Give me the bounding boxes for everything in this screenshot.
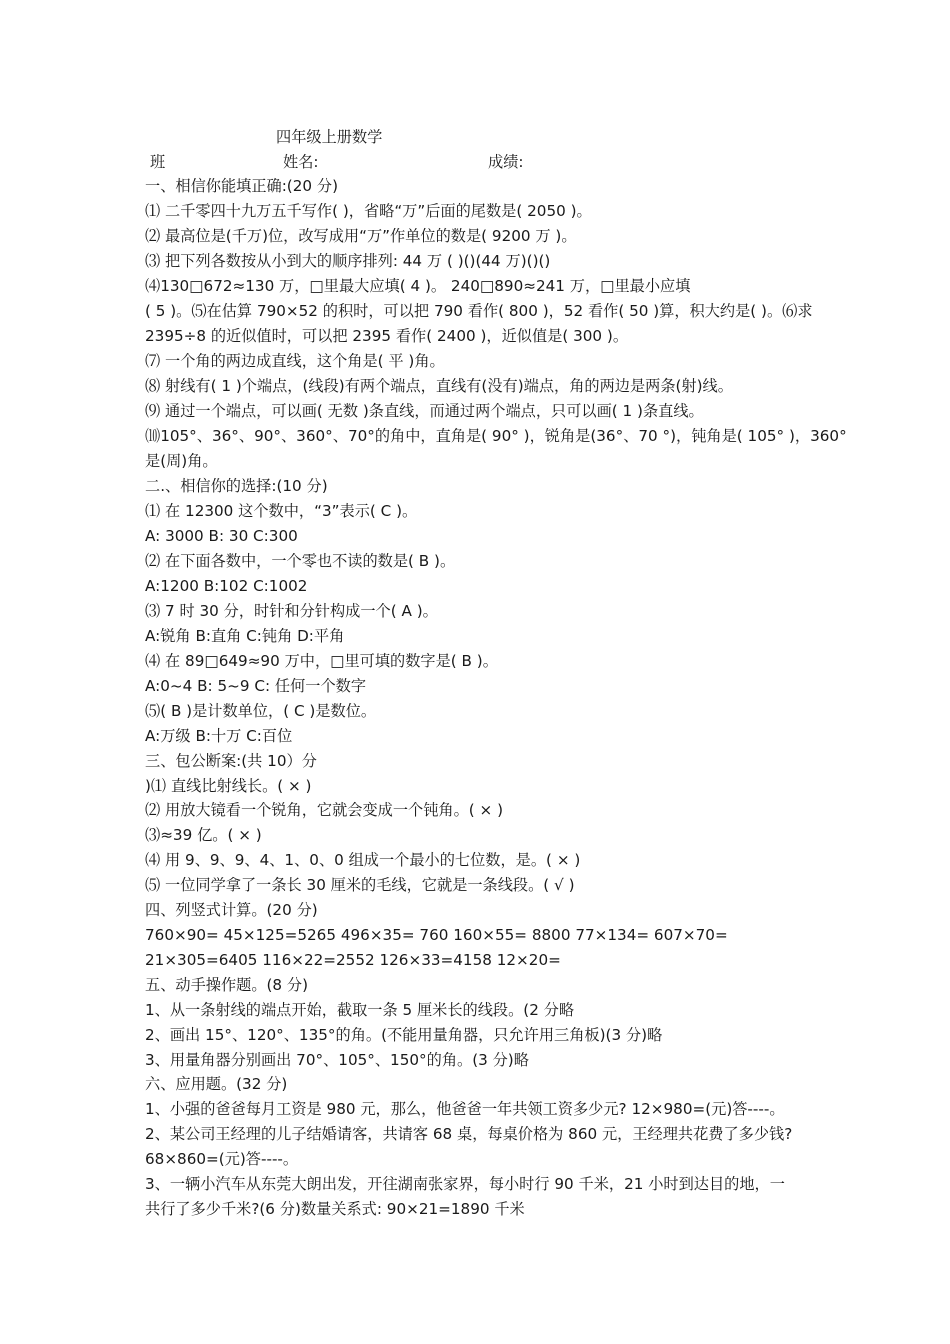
score-label: 成绩: <box>488 153 524 171</box>
calc-row-1: 760×90= 45×125=5265 496×35= 760 160×55= 8800 77×134= 607×70= <box>145 926 728 944</box>
q2-4-options: A:0~4 B: 5~9 C: 任何一个数字 <box>145 677 367 695</box>
calc-row-2: 21×305=6405 116×22=2552 126×33=4158 12×20= <box>145 951 561 969</box>
class-label: 班 <box>150 153 166 171</box>
q2-5: ⑸( B )是计数单位，( C )是数位。 <box>145 702 377 720</box>
q2-4: ⑷ 在 89□649≈90 万中，□里可填的数字是( B )。 <box>145 652 498 670</box>
section1-heading: 一、相信你能填正确:(20 分) <box>145 177 338 195</box>
q1-5: ( 5 )。⑸在估算 790×52 的积时，可以把 790 看作( 800 )，52 看作( 50 )算，积大约是( )。⑹求 <box>145 302 813 320</box>
q6-3: 3、一辆小汽车从东莞大朗出发，开往湖南张家界，每小时行 90 千米，21 小时到达目的地，一 <box>145 1175 785 1193</box>
section4-heading: 四、列竖式计算。(20 分) <box>145 901 318 919</box>
q1-8: ⑻ 射线有( 1 )个端点，(线段)有两个端点，直线有(没有)端点，角的两边是两条(射)线。 <box>145 377 733 395</box>
q1-3: ⑶ 把下列各数按从小到大的顺序排列: 44 万 ( )()(44 万)()() <box>145 252 551 270</box>
q1-6: 2395÷8 的近似值时，可以把 2395 看作( 2400 )，近似值是( 300 )。 <box>145 327 629 345</box>
q2-2: ⑵ 在下面各数中，一个零也不读的数是( B )。 <box>145 552 456 570</box>
q5-2: 2、画出 15°、120°、135°的角。(不能用量角器，只允许用三角板)(3 分)略 <box>145 1026 663 1044</box>
q2-5-options: A:万级 B:十万 C:百位 <box>145 727 293 745</box>
section5-heading: 五、动手操作题。(8 分) <box>145 976 309 994</box>
q6-1: 1、小强的爸爸每月工资是 980 元，那么，他爸爸一年共领工资多少元? 12×980=(元)答----。 <box>145 1100 785 1118</box>
q1-1: ⑴ 二千零四十九万五千写作( )，省略“万”后面的尾数是( 2050 )。 <box>145 202 592 220</box>
q2-1-options: A: 3000 B: 30 C:300 <box>145 527 298 545</box>
section2-heading: 二.、相信你的选择:(10 分) <box>145 477 328 495</box>
q6-3-cont: 共行了多少千米?(6 分)数量关系式: 90×21=1890 千米 <box>145 1200 525 1218</box>
q1-10: ⑽105°、36°、90°、360°、70°的角中，直角是( 90° )，锐角是(36°、70 °)，钝角是( 105° )，360° <box>145 427 847 445</box>
q6-2-cont: 68×860=(元)答----。 <box>145 1150 299 1168</box>
q2-1: ⑴ 在 12300 这个数中，“3”表示( C )。 <box>145 502 418 520</box>
q1-2: ⑵ 最高位是(千万)位，改写成用“万”作单位的数是( 9200 万 )。 <box>145 227 577 245</box>
q1-7: ⑺ 一个角的两边成直线，这个角是( 平 )角。 <box>145 352 445 370</box>
q3-4: ⑷ 用 9、9、9、4、1、0、0 组成一个最小的七位数，是。( × ) <box>145 851 581 869</box>
q3-2: ⑵ 用放大镜看一个锐角，它就会变成一个钝角。( × ) <box>145 801 503 819</box>
q6-2: 2、某公司王经理的儿子结婚请客，共请客 68 桌，每桌价格为 860 元，王经理共花费了多少钱? <box>145 1125 793 1143</box>
document-title: 四年级上册数学 <box>276 128 383 146</box>
q5-1: 1、从一条射线的端点开始，截取一条 5 厘米长的线段。(2 分略 <box>145 1001 575 1019</box>
section6-heading: 六、应用题。(32 分) <box>145 1075 288 1093</box>
section3-heading: 三、包公断案:(共 10）分 <box>145 752 317 770</box>
name-label: 姓名: <box>283 153 319 171</box>
q3-3: ⑶≈39 亿。( × ) <box>145 826 262 844</box>
q3-5: ⑸ 一位同学拿了一条长 30 厘米的毛线，它就是一条线段。( √ ) <box>145 876 575 894</box>
q2-2-options: A:1200 B:102 C:1002 <box>145 577 308 595</box>
q3-1: )⑴ 直线比射线长。( × ) <box>145 777 312 795</box>
q1-4: ⑷130□672≈130 万，□里最大应填( 4 )。 240□890≈241 万，□里最小应填 <box>145 277 691 295</box>
q1-10-cont: 是(周)角。 <box>145 452 218 470</box>
q5-3: 3、用量角器分别画出 70°、105°、150°的角。(3 分)略 <box>145 1051 529 1069</box>
q2-3-options: A:锐角 B:直角 C:钝角 D:平角 <box>145 627 345 645</box>
q2-3: ⑶ 7 时 30 分，时针和分针构成一个( A )。 <box>145 602 438 620</box>
q1-9: ⑼ 通过一个端点，可以画( 无数 )条直线，而通过两个端点，只可以画( 1 )条直线。 <box>145 402 704 420</box>
